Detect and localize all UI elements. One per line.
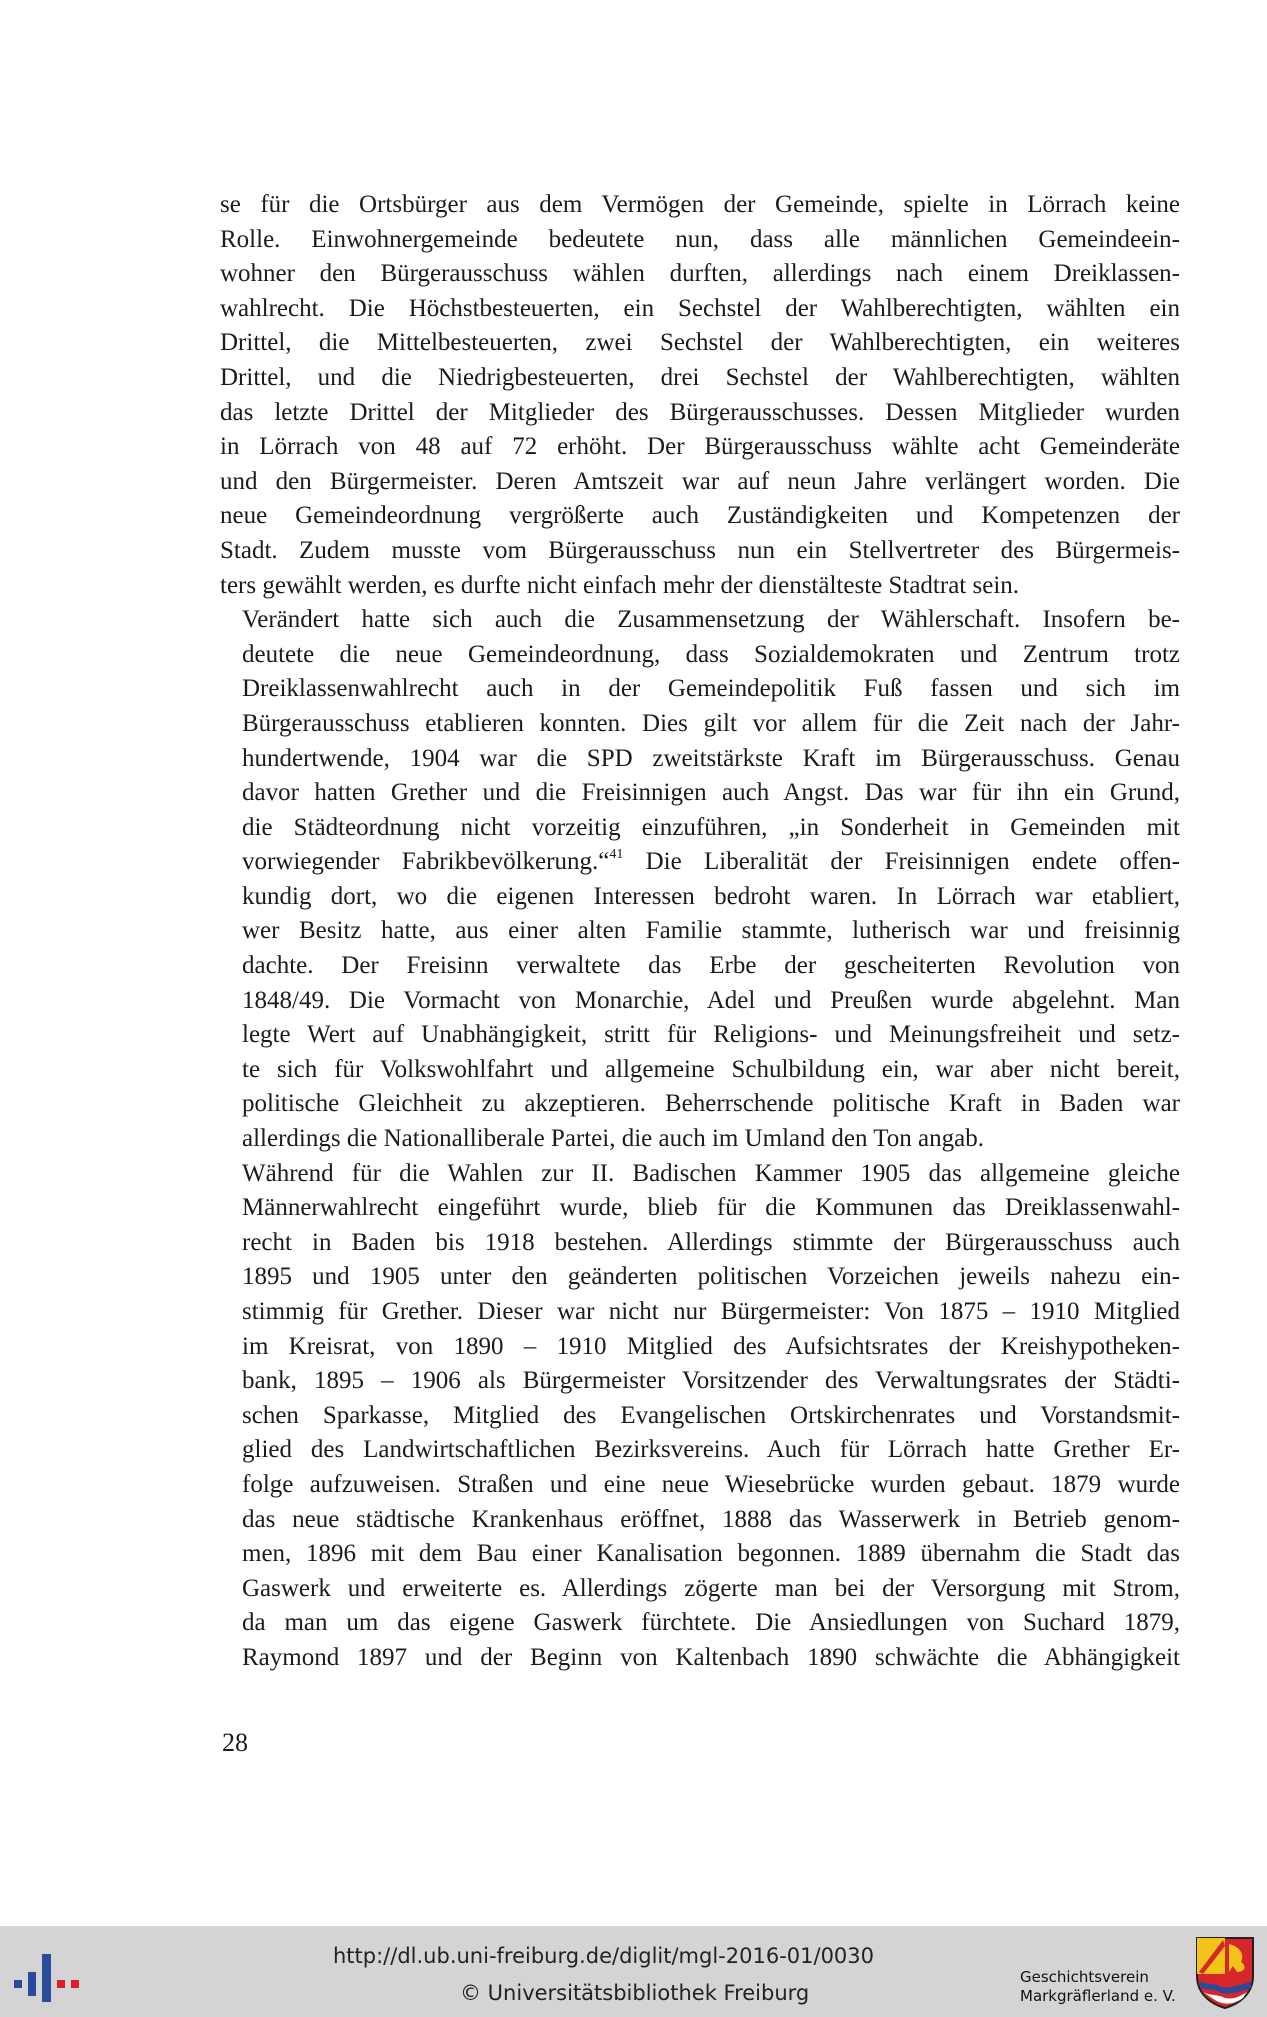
text-line: Drittel, und die Niedrigbesteuerten, drei Sechstel der Wahlberechtigten, wählten — [220, 363, 1180, 391]
text-line: Gaswerk und erweiterte es. Allerdings zögerte man bei der Versorgung mit Strom, — [242, 1574, 1180, 1602]
text-line: wohner den Bürgerausschuss wählen durften, allerdings nach einem Dreiklassen- — [220, 260, 1180, 288]
text-line: davor hatten Grether und die Freisinnigen auch Angst. Das war für ihn ein Grund, — [242, 779, 1180, 807]
paragraph-1 — [220, 188, 1180, 603]
text-line: ters gewählt werden, es durfte nicht einfach mehr der dienstälteste Stadtrat sein. — [220, 571, 1020, 599]
text-line: te sich für Volkswohlfahrt und allgemeine Schulbildung ein, war aber nicht bereit, — [242, 1055, 1180, 1083]
source-url-link[interactable]: http://dl.ub.uni-freiburg.de/diglit/mgl-2016-01/0030 — [333, 1944, 875, 1968]
text-line: folge aufzuweisen. Straßen und eine neue Wiesebrücke wurden gebaut. 1879 wurde — [242, 1470, 1180, 1498]
text-line: Rolle. Einwohnergemeinde bedeutete nun, dass alle männlichen Gemeindeein- — [220, 225, 1180, 253]
text-line: schen Sparkasse, Mitglied des Evangelischen Ortskirchenrates und Vorstandsmit- — [242, 1401, 1180, 1429]
text-line: men, 1896 mit dem Bau einer Kanalisation begonnen. 1889 übernahm die Stadt das — [242, 1540, 1180, 1568]
text-segment: vorwiegender Fabrikbevölkerung.“ — [242, 848, 610, 876]
text-line: und den Bürgermeister. Deren Amtszeit war auf neun Jahre verlängert worden. Die — [220, 467, 1180, 495]
text-line: Verändert hatte sich auch die Zusammensetzung der Wählerschaft. Insofern be- — [242, 606, 1180, 634]
page-number: 28 — [222, 1728, 248, 1757]
text-line: da man um das eigene Gaswerk fürchtete. Die Ansiedlungen von Suchard 1879, — [242, 1609, 1180, 1637]
society-name-line: Markgräflerland e. V. — [1020, 1987, 1176, 2005]
paragraph-2 — [220, 603, 1180, 1157]
text-line: allerdings die Nationalliberale Partei, die auch im Umland den Ton angab. — [242, 1125, 985, 1153]
text-line: hundertwende, 1904 war die SPD zweitstärkste Kraft im Bürgerausschuss. Genau — [242, 744, 1180, 772]
text-line: dachte. Der Freisinn verwaltete das Erbe der gescheiterten Revolution von — [242, 952, 1180, 980]
text-line: wer Besitz hatte, aus einer alten Familie stammte, lutherisch war und freisinnig — [242, 917, 1180, 945]
coat-of-arms-icon — [1195, 1936, 1255, 2010]
text-line: se für die Ortsbürger aus dem Vermögen der Gemeinde, spielte in Lörrach keine — [220, 191, 1180, 218]
society-name-line: Geschichtsverein — [1020, 1968, 1149, 1986]
text-line: Männerwahlrecht eingeführt wurde, blieb für die Kommunen das Dreiklassenwahl- — [242, 1194, 1180, 1222]
text-line: neue Gemeindeordnung vergrößerte auch Zuständigkeiten und Kompetenzen der — [220, 502, 1180, 530]
text-line: legte Wert auf Unabhängigkeit, stritt für Religions- und Meinungsfreiheit und setz- — [242, 1021, 1180, 1049]
text-line: Bürgerausschuss etablieren konnten. Dies gilt vor allem für die Zeit nach der Jahr- — [242, 709, 1180, 737]
text-line: das letzte Drittel der Mitglieder des Bürgerausschusses. Dessen Mitglieder wurden — [220, 398, 1180, 426]
text-line: Während für die Wahlen zur II. Badischen Kammer 1905 das allgemeine gleiche — [242, 1159, 1180, 1187]
ub-freiburg-logo-icon — [12, 1950, 82, 2006]
text-line: stimmig für Grether. Dieser war nicht nur Bürgermeister: Von 1875 – 1910 Mitglied — [242, 1298, 1180, 1325]
text-line: Drittel, die Mittelbesteuerten, zwei Sechstel der Wahlberechtigten, ein weiteres — [220, 329, 1180, 357]
text-line: 1848/49. Die Vormacht von Monarchie, Adel und Preußen wurde abgelehnt. Man — [242, 986, 1180, 1014]
text-line: kundig dort, wo die eigenen Interessen bedroht waren. In Lörrach war etabliert, — [242, 882, 1180, 910]
footer-bar — [0, 1926, 1267, 2017]
text-line: Stadt. Zudem musste vom Bürgerausschuss nun ein Stellvertreter des Bürgermeis- — [220, 536, 1180, 564]
body-text — [220, 188, 1180, 1676]
text-line: bank, 1895 – 1906 als Bürgermeister Vorsitzender des Verwaltungsrates der Städti- — [242, 1367, 1180, 1395]
text-line-with-footnote — [220, 845, 1180, 880]
text-line: recht in Baden bis 1918 bestehen. Allerdings stimmte der Bürgerausschuss auch — [242, 1228, 1180, 1256]
text-line: politische Gleichheit zu akzeptieren. Beherrschende politische Kraft in Baden war — [242, 1090, 1180, 1118]
text-line: in Lörrach von 48 auf 72 erhöht. Der Bürgerausschuss wählte acht Gemeinderäte — [220, 433, 1180, 461]
text-segment: Die Liberalität der Freisinnigen endete offen- — [623, 848, 1180, 876]
text-line: glied des Landwirtschaftlichen Bezirksvereins. Auch für Lörrach hatte Grether Er- — [242, 1436, 1180, 1464]
footnote-reference[interactable]: 41 — [609, 846, 624, 862]
society-name — [1020, 1968, 1176, 2006]
text-line: Dreiklassenwahlrecht auch in der Gemeindepolitik Fuß fassen und sich im — [242, 675, 1180, 703]
text-line: das neue städtische Krankenhaus eröffnet, 1888 das Wasserwerk in Betrieb genom- — [242, 1505, 1180, 1533]
text-line: 1895 und 1905 unter den geänderten politischen Vorzeichen jeweils nahezu ein- — [242, 1263, 1180, 1291]
text-line: Raymond 1897 und der Beginn von Kaltenbach 1890 schwächte die Abhängigkeit — [242, 1643, 1180, 1671]
text-line: deutete die neue Gemeindeordnung, dass Sozialdemokraten und Zentrum trotz — [242, 640, 1180, 668]
paragraph-3 — [220, 1157, 1180, 1676]
text-line: die Städteordnung nicht vorzeitig einzuführen, „in Sonderheit in Gemeinden mit — [242, 813, 1180, 841]
text-line: im Kreisrat, von 1890 – 1910 Mitglied des Aufsichtsrates der Kreishypotheken- — [242, 1332, 1180, 1360]
copyright-notice: © Universitätsbibliothek Freiburg — [460, 1981, 810, 2005]
text-line: wahlrecht. Die Höchstbesteuerten, ein Sechstel der Wahlberechtigten, wählten ein — [220, 294, 1180, 322]
